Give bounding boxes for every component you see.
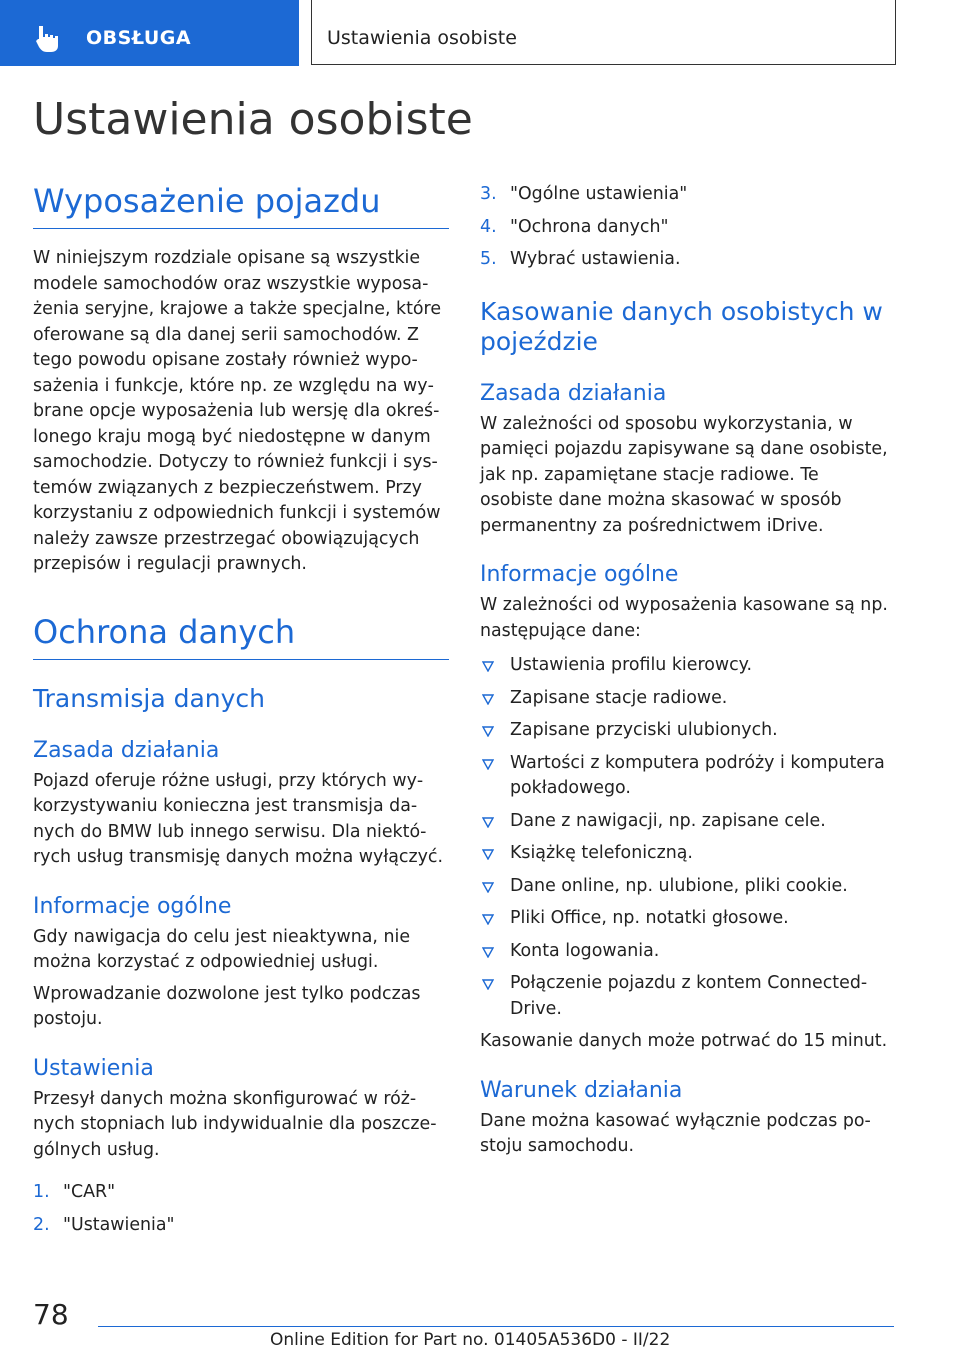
general-text-2: Wprowadzanie dozwolone jest tylko podczas postoju. bbox=[33, 983, 421, 1029]
bullet-text: Zapisane stacje radiowe. bbox=[510, 687, 728, 708]
step-text: "Ustawienia" bbox=[63, 1214, 175, 1235]
principle-text: W zależności od sposobu wykorzystania, w pamięci pojazdu zapisywane są dane osobiste, jak np. zapamiętane stacje radiowe. Te osobiste dane można skasować w sposób permanentny za pośrednictwem iDrive. bbox=[480, 413, 888, 536]
edition-footer: Online Edition for Part no. 01405A536D0 - II/22 bbox=[270, 1330, 671, 1350]
principle-text: Pojazd oferuje różne usługi, przy których wykorzystywaniu konieczna jest transmisja danych do BMW lub innego serwisu. Dla niektórych usług transmisję danych można wyłączyć. bbox=[33, 770, 443, 867]
general-text-1: Gdy nawigacja do celu jest nieaktywna, nie można korzystać z odpowiedniej usługi. bbox=[33, 926, 411, 972]
principle-heading: Zasada działania bbox=[33, 737, 220, 763]
settings-heading: Ustawienia bbox=[33, 1055, 154, 1081]
list-item bbox=[480, 874, 896, 900]
triangle-bullet-icon bbox=[482, 979, 494, 990]
list-item bbox=[480, 718, 896, 744]
bullet-text: Konta logowania. bbox=[510, 940, 660, 961]
bullet-text: Książkę telefoniczną. bbox=[510, 843, 693, 863]
triangle-bullet-icon bbox=[482, 661, 494, 672]
pointing-hand-icon bbox=[34, 24, 64, 54]
list-item bbox=[33, 1180, 449, 1206]
general-text: W zależności od wyposażenia kasowane są np. następujące dane: bbox=[480, 595, 888, 641]
general-heading: Informacje ogólne bbox=[33, 893, 232, 919]
list-item bbox=[480, 751, 896, 802]
section-label: OBSŁUGA bbox=[86, 27, 192, 49]
condition-heading: Warunek działania bbox=[480, 1077, 683, 1103]
list-item bbox=[480, 653, 896, 679]
left-column bbox=[33, 182, 449, 1245]
list-item bbox=[480, 182, 896, 208]
bullet-text: Pliki Office, np. notatki głosowe. bbox=[510, 908, 789, 928]
triangle-bullet-icon bbox=[482, 726, 494, 737]
chapter-title: Ustawienia osobiste bbox=[327, 27, 517, 49]
step-number: 1. bbox=[33, 1182, 50, 1202]
section-tab bbox=[0, 0, 299, 66]
triangle-bullet-icon bbox=[482, 759, 494, 770]
triangle-bullet-icon bbox=[482, 947, 494, 958]
step-text: "Ochrona danych" bbox=[510, 216, 669, 237]
list-item bbox=[480, 841, 896, 867]
triangle-bullet-icon bbox=[482, 882, 494, 893]
principle-heading: Zasada działania bbox=[480, 380, 667, 406]
footer-divider bbox=[98, 1326, 894, 1327]
right-column bbox=[480, 182, 896, 1160]
step-text: Wybrać ustawienia. bbox=[510, 249, 681, 269]
vehicle-text: W niniejszym rozdziale opisane są wszystkie modele samochodów oraz wszystkie wyposażenia seryjne, krajowe a także specjalne, które oferowane są dla danej serii samochodów. Z tego powodu opisane zostały również wyposażenia i funkcje, które np. ze względu na wybrane opcje wyposażenia lub wersję dla określonego kraju mogą być niedostępne w danym samochodzie. Dotyczy to również funkcji i systemów związanych z bezpieczeństwem. Przy korzystaniu z odpowiednich funkcji i systemów należy zawsze przestrzegać obowiązujących przepisów i regulacji prawnych. bbox=[33, 248, 442, 574]
bullet-text: Zapisane przyciski ulubionych. bbox=[510, 720, 778, 740]
steps-list-left bbox=[33, 1180, 449, 1238]
list-item bbox=[480, 686, 896, 712]
transmission-heading: Transmisja danych bbox=[33, 683, 266, 713]
triangle-bullet-icon bbox=[482, 817, 494, 828]
page-number: 78 bbox=[33, 1298, 69, 1331]
step-number: 5. bbox=[480, 249, 497, 269]
privacy-heading: Ochrona danych bbox=[33, 613, 449, 660]
triangle-bullet-icon bbox=[482, 914, 494, 925]
triangle-bullet-icon bbox=[482, 694, 494, 705]
steps-list-right bbox=[480, 182, 896, 273]
duration-text: Kasowanie danych może potrwać do 15 minut. bbox=[480, 1031, 888, 1051]
bullet-text: Ustawienia profilu kierowcy. bbox=[510, 655, 752, 675]
triangle-bullet-icon bbox=[482, 849, 494, 860]
step-number: 4. bbox=[480, 216, 497, 237]
list-item bbox=[480, 939, 896, 965]
chapter-header bbox=[311, 0, 896, 65]
list-item bbox=[480, 215, 896, 241]
list-item bbox=[480, 906, 896, 932]
step-text: "Ogólne ustawienia" bbox=[510, 184, 688, 204]
general-heading: Informacje ogólne bbox=[480, 562, 679, 587]
step-number: 3. bbox=[480, 184, 497, 204]
settings-text: Przesył danych można skonfigurować w różnych stopniach lub indywidualnie dla poszczególnych usług. bbox=[33, 1088, 437, 1160]
list-item bbox=[480, 809, 896, 835]
step-text: "CAR" bbox=[63, 1182, 116, 1202]
bullet-text: Wartości z komputera podróży i komputera pokładowego. bbox=[510, 752, 885, 798]
bullet-text: Połączenie pojazdu z kontem ConnectedDrive. bbox=[510, 973, 868, 1019]
list-item bbox=[33, 1213, 449, 1239]
deleted-data-list bbox=[480, 653, 896, 1022]
list-item bbox=[480, 971, 896, 1022]
condition-text: Dane można kasować wyłącznie podczas postoju samochodu. bbox=[480, 1110, 871, 1156]
vehicle-heading: Wyposażenie pojazdu bbox=[33, 182, 449, 229]
bullet-text: Dane z nawigacji, np. zapisane cele. bbox=[510, 810, 826, 831]
delete-heading: Kasowanie danych osobistych w pojeździe bbox=[480, 296, 883, 356]
list-item bbox=[480, 247, 896, 273]
step-number: 2. bbox=[33, 1214, 50, 1235]
page-title: Ustawienia osobiste bbox=[33, 94, 473, 145]
bullet-text: Dane online, np. ulubione, pliki cookie. bbox=[510, 875, 848, 896]
